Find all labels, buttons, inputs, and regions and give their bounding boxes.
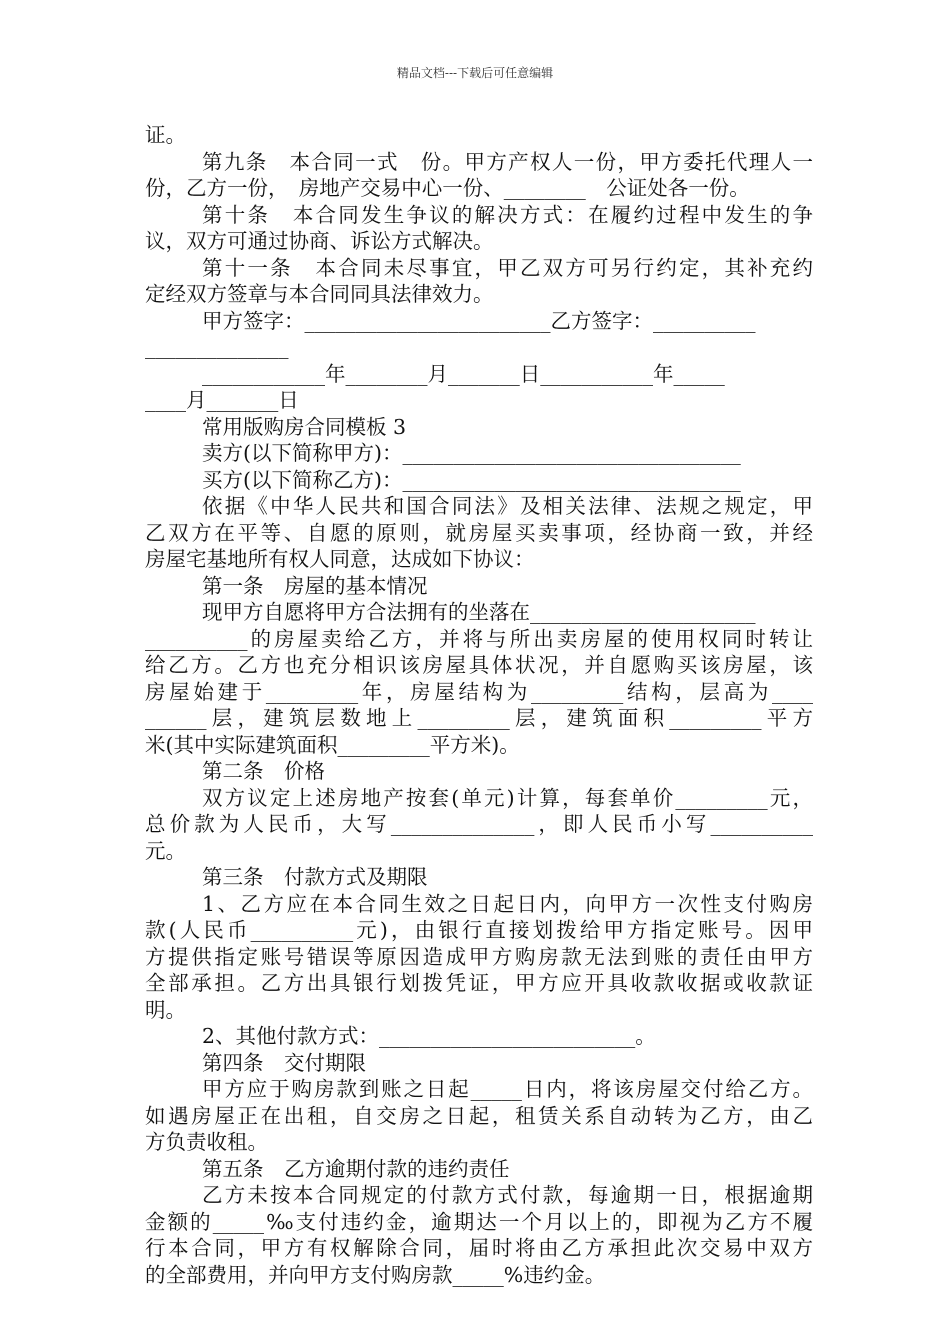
text-line: 房屋宅基地所有权人同意，达成如下协议： <box>145 547 535 571</box>
text-line: 现甲方自愿将甲方合法拥有的坐落在______________________ <box>202 600 756 624</box>
text-line: 方提供指定账号错误等原因造成甲方购房款无法到账的责任由甲方 <box>145 944 813 969</box>
text-line: 议，双方可通过协商、诉讼方式解决。 <box>145 229 494 253</box>
text-line: 双方议定上述房地产按套(单元)计算，每套单价_________元， <box>202 785 813 810</box>
text-line: 买方(以下简称乙方)：_________________________________ <box>202 467 741 492</box>
text-line: 乙双方在平等、自愿的原则，就房屋买卖事项，经协商一致，并经 <box>145 520 813 545</box>
text-line: __________的房屋卖给乙方，并将与所出卖房屋的使用权同时转让 <box>145 626 813 651</box>
text-line: 第四条 交付期限 <box>202 1050 366 1075</box>
text-line: 明。 <box>145 997 186 1022</box>
text-line: 2、其他付款方式：_________________________。 <box>202 1024 656 1048</box>
text-line: 份，乙方一份， 房地产交易中心一份、________ 公证处各一份。 <box>145 176 750 200</box>
text-line: 甲方签字：________________________乙方签字：__________ <box>202 308 756 333</box>
page-header: 精品文档---下载后可任意编辑 <box>396 66 554 80</box>
text-line: 房屋始建于_________年，房屋结构为_________结构，层高为____ <box>145 679 813 704</box>
text-line: 金额的_____‰支付违约金，逾期达一个月以上的，即视为乙方不履 <box>145 1209 813 1234</box>
text-line: 定经双方签章与本合同同具法律效力。 <box>145 282 494 306</box>
text-line: 第十一条 本合同未尽事宜，甲乙双方可另行约定，其补充约 <box>202 255 813 280</box>
text-line: 元。 <box>145 838 186 863</box>
text-line: 总价款为人民币，大写______________，即人民币小写__________ <box>145 812 813 836</box>
text-line: 给乙方。乙方也充分相识该房屋具体状况，并自愿购买该房屋，该 <box>145 653 813 677</box>
text-line: 第十条 本合同发生争议的解决方式：在履约过程中发生的争 <box>202 202 813 227</box>
document-body <box>145 122 813 1288</box>
text-line: 第一条 房屋的基本情况 <box>202 573 428 598</box>
text-line: 依据《中华人民共和国合同法》及相关法律、法规之规定，甲 <box>202 494 813 518</box>
text-line: 的全部费用，并向甲方支付购房款_____%违约金。 <box>145 1262 606 1287</box>
text-line: 第二条 价格 <box>202 759 325 783</box>
text-line: ______层，建筑层数地上_________层，建筑面积_________平方 <box>145 706 813 730</box>
text-line: 第五条 乙方逾期付款的违约责任 <box>202 1156 510 1181</box>
text-line: ______________ <box>145 335 289 359</box>
text-line: 行本合同，甲方有权解除合同，届时将由乙方承担此次交易中双方 <box>145 1236 813 1260</box>
text-line: 米(其中实际建筑面积_________平方米)。 <box>145 732 520 757</box>
text-line: 方负责收租。 <box>145 1130 268 1154</box>
text-line: 全部承担。乙方出具银行划拨凭证，甲方应开具收款收据或收款证 <box>145 971 813 995</box>
text-line: 第九条 本合同一式 份。甲方产权人一份，甲方委托代理人一 <box>202 149 813 174</box>
text-line: ____________年________月_______日___________年_____ <box>202 361 725 386</box>
text-line: 乙方未按本合同规定的付款方式付款，每逾期一日，根据逾期 <box>202 1183 813 1207</box>
text-line: ____月_______日 <box>145 388 299 412</box>
text-line: 款(人民币__________元)，由银行直接划拨给甲方指定账号。因甲 <box>145 918 813 942</box>
text-line: 证。 <box>145 123 186 147</box>
text-line: 常用版购房合同模板 3 <box>202 414 407 439</box>
text-line: 甲方应于购房款到账之日起_____日内，将该房屋交付给乙方。 <box>202 1077 813 1101</box>
text-line: 如遇房屋正在出租，自交房之日起，租赁关系自动转为乙方，由乙 <box>145 1103 813 1128</box>
text-line: 第三条 付款方式及期限 <box>202 865 428 889</box>
text-line: 卖方(以下简称甲方)：_________________________________ <box>202 441 741 465</box>
text-line: 1、乙方应在本合同生效之日起日内，向甲方一次性支付购房 <box>202 891 813 916</box>
